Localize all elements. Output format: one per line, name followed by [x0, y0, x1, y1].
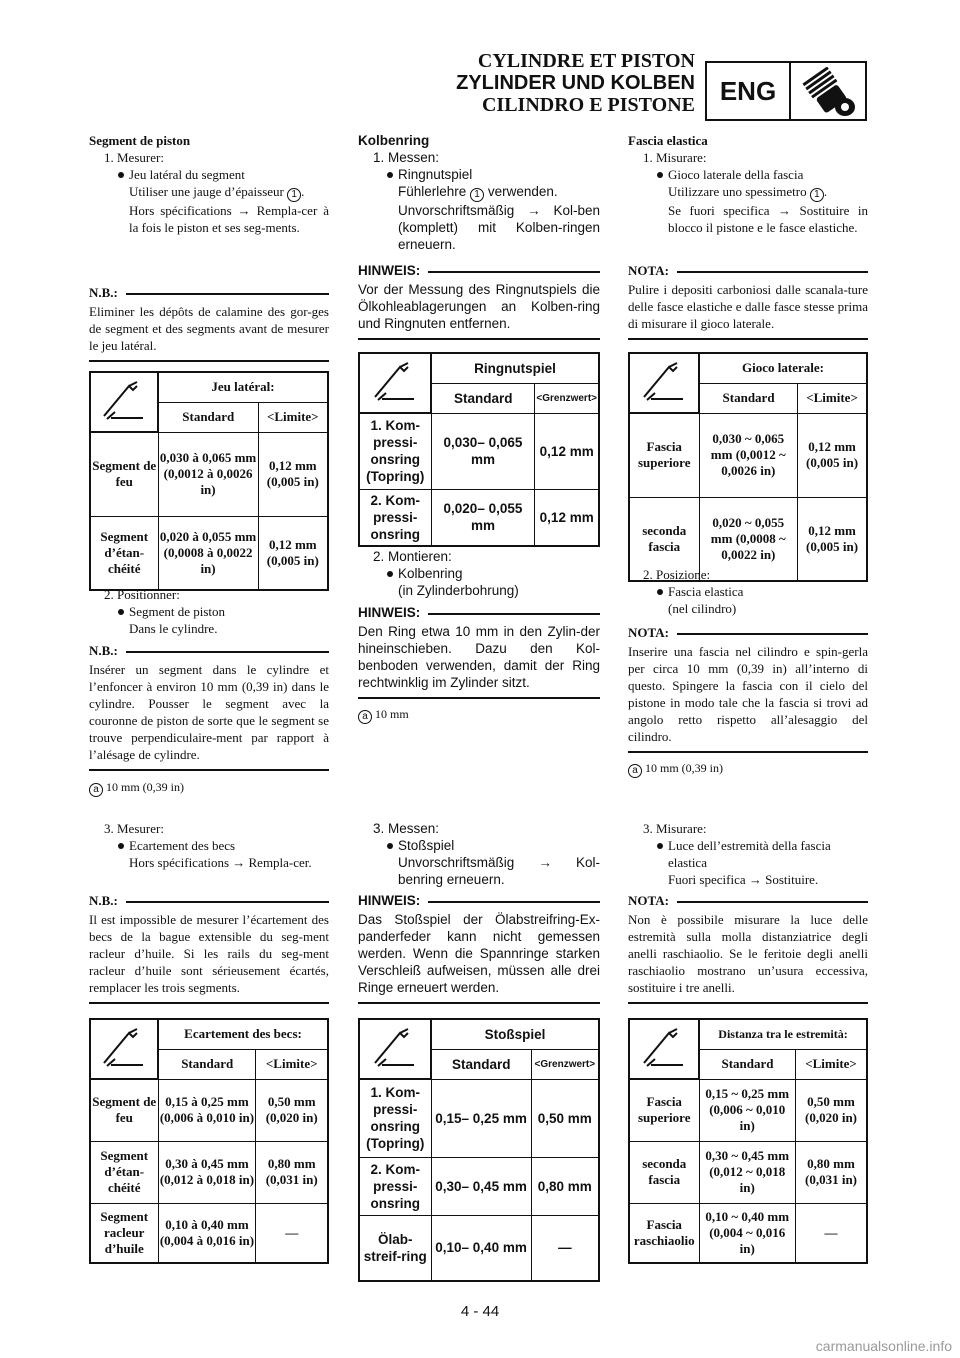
it-note-2: NOTA: Inserire una fascia nel cilindro e spin-gerla per circa 10 mm (0,39 in) all’interno di questo. Spingere la fascia con il cielo del pistone in modo tale che la fascia si trovi ad angolo retto rispetto all’alesaggio del cilindro. — [628, 624, 868, 753]
fr-step-1: 1. Mesurer: — [104, 150, 164, 165]
fr-section-title: Segment de piston — [89, 133, 191, 148]
section-titles — [456, 50, 695, 116]
fr-note-1: N.B.: Eliminer les dépôts de calamine des gor-ges de segment et des segments avant de mesurer le jeu latéral. — [89, 284, 329, 362]
fr-ref-a: a 10 mm (0,39 in) — [89, 779, 329, 797]
table-row: 1. Kom-pressi-onsring (Topring) 0,15– 0,25 mm 0,50 mm — [359, 1079, 599, 1157]
table-row: seconda fascia 0,30 ~ 0,45 mm (0,012 ~ 0,018 in) 0,80 mm (0,031 in) — [629, 1141, 867, 1203]
caliper-icon — [370, 359, 420, 403]
caliper-icon — [639, 359, 689, 403]
fr-note-3: N.B.: Il est impossible de mesurer l’écartement des becs de la bague extensible du seg-ment racleur d’huile. Si les rails du seg-ment racleur d’huile sont sérieusement écartés, remplacer les trois segments. — [89, 892, 329, 1004]
table-row: 2. Kom-pressi-onsring 0,020– 0,055 mm 0,12 mm — [359, 489, 599, 546]
de-section-2: 2. Montieren: Kolbenring (in Zylinderbohrung) — [358, 548, 600, 599]
title-it: CILINDRO E PISTONE — [481, 94, 695, 116]
fr-section-1 — [89, 132, 329, 236]
de-ref-a: a 10 mm — [358, 706, 600, 724]
de-note-1: HINWEIS: Vor der Messung des Ringnutspiels die Ölkohleablagerungen an Kolben-ring und Ringnuten entfernen. — [358, 262, 600, 340]
de-section-3: 3. Messen: Stoßspiel Unvorschriftsmäßig → Kol-benring erneuern. — [358, 820, 600, 888]
table-row: 2. Kom-pressi-onsring 0,30– 0,45 mm 0,80 mm — [359, 1157, 599, 1215]
it-section-2: 2. Posizione: Fascia elastica (nel cilindro) — [628, 566, 868, 617]
fr-text-1c: Hors spécifications → Rempla-cer à la fois le piston et ses seg-ments. — [129, 203, 329, 235]
table-row: seconda fascia 0,020 ~ 0,055 mm (0,0008 ~ 0,0022 in) 0,12 mm (0,005 in) — [629, 497, 867, 581]
fr-spec-table-1: Jeu latéral: Standard <Limite> Segment de feu 0,030 à 0,065 mm (0,0012 à 0,0026 in) 0,12 mm (0,005 in) Segment d’étan-chéité 0,020 à 0,055 mm (0,0008 à 0,0022 in) 0,12 mm (0,005 in) — [89, 371, 329, 591]
de-spec-table-1: Ringnutspiel Standard <Grenzwert> 1. Kom-pressi-onsring (Topring) 0,030– 0,065 mm 0,12 mm 2. Kom-pressi-onsring 0,020– 0,055 mm 0,12 mm — [358, 352, 600, 547]
it-section-3: 3. Misurare: Luce dell’estremità della fascia elastica Fuori specifica → Sostituire. — [628, 820, 868, 888]
title-fr: CYLINDRE ET PISTON — [477, 50, 695, 72]
de-section-1: Kolbenring 1. Messen: Ringnutspiel Fühlerlehre 1 verwenden. Unvorschriftsmäßig → Kol-ben (komplett) mit Kolben-ringen erneuern. — [358, 133, 600, 252]
eng-badge — [705, 61, 867, 121]
table-row: Segment d’étan-chéité 0,020 à 0,055 mm (0,0008 à 0,0022 in) 0,12 mm (0,005 in) — [90, 516, 328, 590]
it-ref-a: a 10 mm (0,39 in) — [628, 760, 868, 778]
watermark: carmanualsonline.info — [815, 1338, 952, 1354]
page-header — [0, 0, 960, 125]
it-note-1: NOTA: Pulire i depositi carboniosi dalle scanala-ture delle fasce elastiche e dalle fasce stesse prima di misurare il gioco laterale. — [628, 262, 868, 340]
caliper-icon — [99, 378, 149, 422]
it-spec-table-1: Gioco laterale: Standard <Limite> Fascia superiore 0,030 ~ 0,065 mm (0,0012 ~ 0,0026 in) 0,12 mm (0,005 in) seconda fascia 0,020 ~ 0,055 mm (0,0008 ~ 0,0022 in) 0,12 mm (0,005 in) — [628, 352, 868, 582]
fr-note-2: N.B.: Insérer un segment dans le cylindre et l’enfoncer à environ 10 mm (0,39 in) dans le cylindre. Pousser le segment avec la couronne de piston de sorte que le segment se trouve perpendiculaire-ment par rapport à l’alésage de cylindre. — [89, 642, 329, 771]
table-row: Fascia superiore 0,030 ~ 0,065 mm (0,0012 ~ 0,0026 in) 0,12 mm (0,005 in) — [629, 413, 867, 497]
de-note-3: HINWEIS: Das Stoßspiel der Ölabstreifring-Ex-panderfeder kann nicht gemessen werden. Wenn die Spannringe starken Verschleiß aufweisen, müssen alle drei Ringe erneuert werden. — [358, 892, 600, 1004]
caliper-icon — [99, 1025, 149, 1069]
table-row: Segment de feu 0,030 à 0,065 mm (0,0012 à 0,0026 in) 0,12 mm (0,005 in) — [90, 432, 328, 516]
marker-1: 1 — [287, 188, 301, 202]
caliper-icon — [370, 1025, 420, 1069]
it-note-3: NOTA: Non è possibile misurare la luce delle estremità sulla molla distanziatrice degli anelli raschiaolio. Se le feritoie degli anelli raschiaolio mostrano un’usura eccessiva, sostituire i tre anelli. — [628, 892, 868, 1004]
table-row: Fascia raschiaolio 0,10 ~ 0,40 mm (0,004 ~ 0,016 in) — — [629, 1203, 867, 1263]
it-section-1: Fascia elastica 1. Misurare: Gioco laterale della fascia Utilizzare uno spessimetro 1 . Se fuori specifica → Sostituire in blocco il pistone e le fasce elastiche. — [628, 133, 868, 235]
page-number: 4 - 44 — [460, 1303, 500, 1320]
table-row: 1. Kom-pressi-onsring (Topring) 0,030– 0,065 mm 0,12 mm — [359, 413, 599, 489]
table-row: Segment d’étan-chéité 0,30 à 0,45 mm (0,012 à 0,018 in) 0,80 mm (0,031 in) — [90, 1141, 328, 1203]
fr-bullet-1: Jeu latéral du segment — [89, 166, 329, 183]
table-row: Ölab-streif-ring 0,10– 0,40 mm — — [359, 1215, 599, 1281]
title-de: ZYLINDER UND KOLBEN — [456, 72, 695, 94]
fr-spec-table-2: Ecartement des becs: Standard <Limite> Segment de feu 0,15 à 0,25 mm (0,006 à 0,010 in) 0,50 mm (0,020 in) Segment d’étan-chéité 0,30 à 0,45 mm (0,012 à 0,018 in) 0,80 mm (0,031 in) Segment racleur d’huile 0,10 à 0,40 mm (0,004 à 0,016 in) — — [89, 1018, 329, 1264]
de-spec-table-2: Stoßspiel Standard <Grenzwert> 1. Kom-pressi-onsring (Topring) 0,15– 0,25 mm 0,50 mm 2. Kom-pressi-onsring 0,30– 0,45 mm 0,80 mm Ölab-streif-ring 0,10– 0,40 mm — — [358, 1018, 600, 1282]
caliper-icon — [639, 1025, 689, 1069]
table-row: Fascia superiore 0,15 ~ 0,25 mm (0,006 ~ 0,010 in) 0,50 mm (0,020 in) — [629, 1079, 867, 1141]
de-note-2: HINWEIS: Den Ring etwa 10 mm in den Zylin-der hineinschieben. Dazu den Kol-benboden verwenden, damit der Ring rechtwinklig im Zylinder sitzt. — [358, 604, 600, 699]
eng-label: ENG — [707, 63, 791, 119]
engine-icon — [799, 67, 863, 119]
fr-text-1: Utiliser une jauge d’épaisseur 1 . — [129, 184, 305, 200]
table-row: Segment racleur d’huile 0,10 à 0,40 mm (0,004 à 0,016 in) — — [90, 1203, 328, 1263]
fr-section-2: 2. Positionner: Segment de piston Dans le cylindre. — [89, 586, 329, 637]
table-row: Segment de feu 0,15 à 0,25 mm (0,006 à 0,010 in) 0,50 mm (0,020 in) — [90, 1079, 328, 1141]
it-spec-table-2: Distanza tra le estremità: Standard <Limite> Fascia superiore 0,15 ~ 0,25 mm (0,006 ~ 0,010 in) 0,50 mm (0,020 in) seconda fascia 0,30 ~ 0,45 mm (0,012 ~ 0,018 in) 0,80 mm (0,031 in) Fascia raschiaolio 0,10 ~ 0,40 mm (0,004 ~ 0,016 in) — — [628, 1018, 868, 1264]
fr-section-3: 3. Mesurer: Ecartement des becs Hors spécifications → Rempla-cer. — [89, 820, 329, 871]
